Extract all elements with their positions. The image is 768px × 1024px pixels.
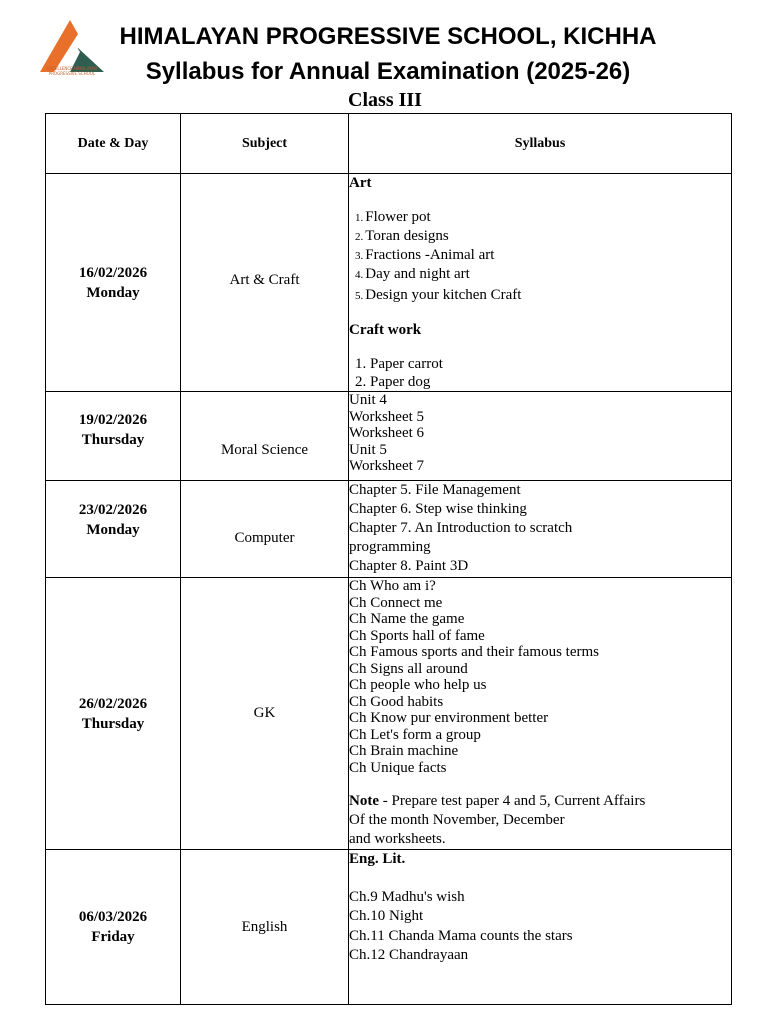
exam-day: Monday — [86, 522, 140, 538]
note-text: - Prepare test paper 4 and 5, Current Affairs — [379, 793, 646, 809]
subject-name: Art & Craft — [229, 272, 300, 288]
syllabus-line: Ch people who help us — [349, 677, 487, 693]
syllabus-line: Ch Good habits — [349, 693, 444, 710]
list-item: 1. Paper carrot — [355, 356, 443, 372]
syllabus-table — [45, 113, 732, 1005]
exam-day: Thursday — [81, 432, 145, 448]
section-title: Art — [349, 175, 372, 191]
exam-date: 16/02/2026 — [78, 264, 148, 281]
syllabus-line: Chapter 6. Step wise thinking — [349, 501, 527, 517]
exam-title: Syllabus for Annual Examination (2025-26) — [145, 58, 631, 85]
syllabus-cell — [349, 481, 732, 578]
subject-cell — [181, 578, 349, 850]
subject-name: GK — [253, 705, 276, 721]
header-subject: Subject — [181, 114, 349, 174]
exam-day: Friday — [91, 929, 135, 945]
subject-cell — [181, 392, 349, 481]
table-row — [46, 481, 732, 578]
date-cell — [46, 850, 181, 1005]
header-syllabus: Syllabus — [349, 114, 732, 174]
table-header-row — [46, 114, 732, 174]
syllabus-cell — [349, 578, 732, 850]
syllabus-line: Worksheet 5 — [349, 408, 425, 425]
section-title: Eng. Lit. — [349, 851, 406, 867]
syllabus-line: Ch Who am i? — [349, 578, 436, 594]
table-row — [46, 174, 732, 392]
syllabus-line: Worksheet 7 — [349, 458, 425, 475]
list-item: 2. Toran designs — [355, 228, 449, 244]
logo-text: EXCELLENCE HIMALAYAN PROGRESSIVE SCHOOL — [47, 66, 97, 76]
craft-list — [349, 355, 731, 391]
header-date-day: Date & Day — [46, 114, 181, 174]
subject-name: Computer — [234, 529, 295, 546]
date-cell — [46, 578, 181, 850]
syllabus-line: Ch Connect me — [349, 594, 443, 611]
syllabus-cell — [349, 850, 732, 1005]
exam-date: 23/02/2026 — [78, 502, 148, 518]
syllabus-line: Ch.12 Chandrayaan — [349, 947, 469, 963]
syllabus-line: Ch.9 Madhu's wish — [349, 888, 465, 905]
syllabus-line: Unit 5 — [349, 441, 387, 458]
exam-date: 06/03/2026 — [78, 909, 148, 925]
syllabus-line: Ch Sports hall of fame — [349, 627, 485, 644]
syllabus-line: Chapter 7. An Introduction to scratch programming — [349, 520, 573, 555]
art-list — [349, 208, 731, 305]
syllabus-line: Worksheet 6 — [349, 425, 425, 442]
syllabus-line: Ch.10 Night — [349, 908, 424, 924]
table-row — [46, 850, 732, 1005]
note-line — [349, 792, 731, 811]
date-cell — [46, 392, 181, 481]
syllabus-cell — [349, 174, 732, 392]
syllabus-line: Ch Famous sports and their famous terms — [349, 644, 599, 660]
list-item: 3. Fractions -Animal art — [355, 247, 495, 263]
syllabus-line: Chapter 8. Paint 3D — [349, 558, 469, 574]
subject-cell — [181, 174, 349, 392]
subject-cell — [181, 481, 349, 578]
list-item: 4. Day and night art — [355, 266, 470, 282]
syllabus-line: Ch.11 Chanda Mama counts the stars — [349, 927, 573, 944]
table-row — [46, 578, 732, 850]
list-item: 1. Flower pot — [355, 209, 431, 225]
syllabus-line: Ch Let's form a group — [349, 726, 481, 743]
list-item: 5. Design your kitchen Craft — [355, 287, 522, 303]
exam-date: 26/02/2026 — [78, 695, 148, 712]
note-line-3: and worksheets. — [349, 831, 446, 847]
exam-day: Thursday — [81, 715, 145, 732]
subject-name: Moral Science — [220, 441, 309, 458]
table-row — [46, 392, 732, 481]
syllabus-line: Ch Unique facts — [349, 759, 447, 776]
syllabus-line: Chapter 5. File Management — [349, 482, 521, 498]
class-name: Class III — [348, 89, 422, 111]
note-label: Note — [349, 793, 379, 809]
school-name: HIMALAYAN PROGRESSIVE SCHOOL, KICHHA — [119, 23, 657, 50]
syllabus-line: Ch Name the game — [349, 611, 465, 627]
list-item: 2. Paper dog — [355, 374, 431, 390]
subject-cell — [181, 850, 349, 1005]
subject-name: English — [241, 918, 288, 935]
syllabus-line: Ch Brain machine — [349, 743, 459, 759]
exam-date: 19/02/2026 — [78, 412, 148, 428]
note-line-2: Of the month November, December — [349, 812, 565, 828]
syllabus-cell — [349, 392, 732, 481]
date-cell — [46, 481, 181, 578]
syllabus-line: Ch Know pur environment better — [349, 710, 549, 726]
syllabus-line: Ch Signs all around — [349, 660, 468, 677]
section-title: Craft work — [349, 322, 422, 338]
exam-day: Monday — [86, 284, 140, 301]
date-cell — [46, 174, 181, 392]
syllabus-line: Unit 4 — [349, 392, 387, 408]
